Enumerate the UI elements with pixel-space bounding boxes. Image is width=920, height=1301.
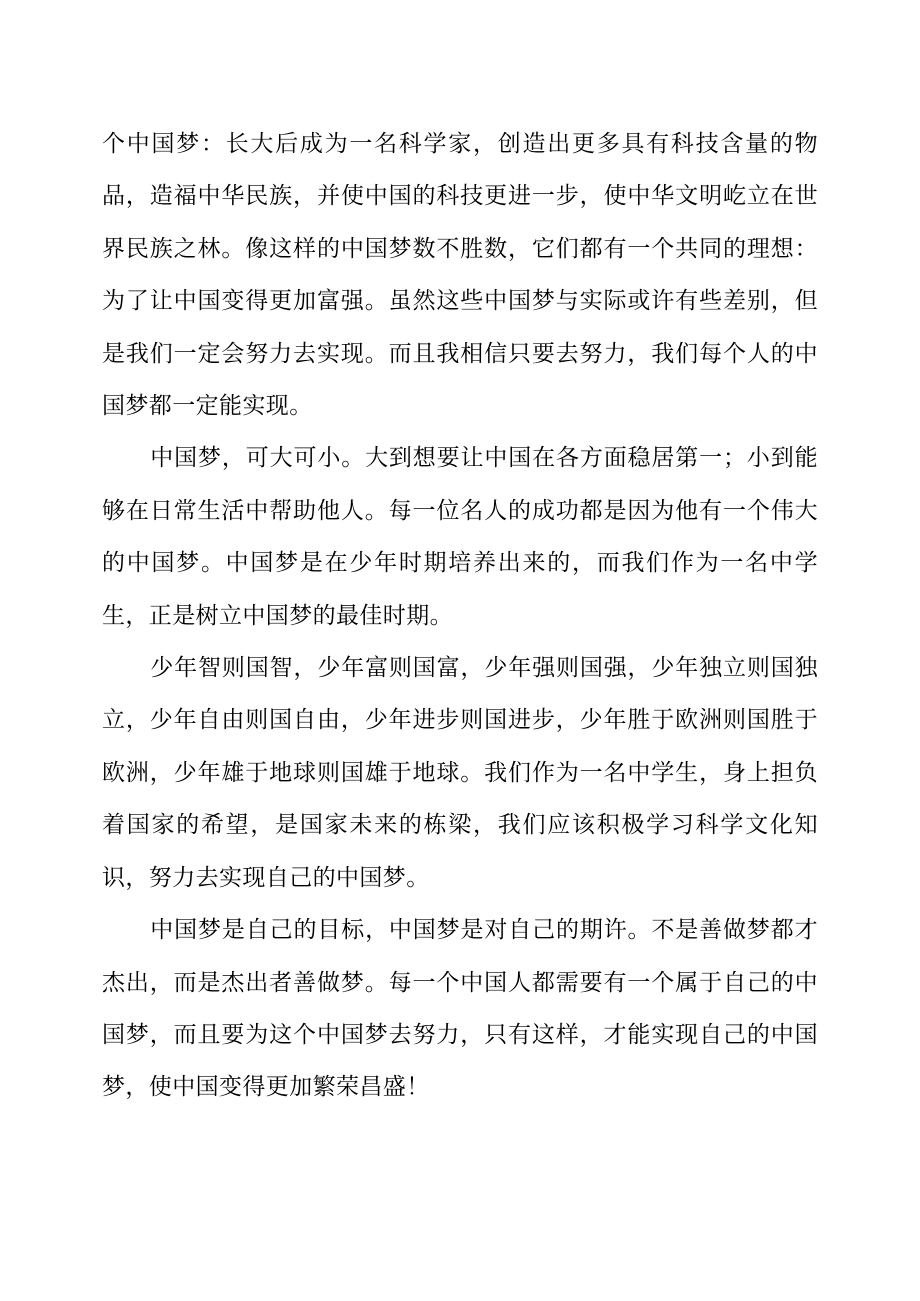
paragraph-conclusion: 中国梦是自己的目标，中国梦是对自己的期许。不是善做梦都才杰出，而是杰出者善做梦。每一个中国人都需要有一个属于自己的中国梦，而且要为这个中国梦去努力，只有这样，才能实现自己的中国梦，使中国变得更加繁荣昌盛！ <box>102 917 818 1101</box>
paragraph-youth-nation: 少年智则国智，少年富则国富，少年强则国强，少年独立则国独立，少年自由则国自由，少年进步则国进步，少年胜于欧洲则国胜于欧洲，少年雄于地球则国雄于地球。我们作为一名中学生，身上担负着国家的希望，是国家未来的栋梁，我们应该积极学习科学文化知识，努力去实现自己的中国梦。 <box>102 655 818 891</box>
paragraph-chinese-dream-size: 中国梦，可大可小。大到想要让中国在各方面稳居第一；小到能够在日常生活中帮助他人。每一位名人的成功都是因为他有一个伟大的中国梦。中国梦是在少年时期培养出来的，而我们作为一名中学生，正是树立中国梦的最佳时期。 <box>102 445 818 629</box>
document-body <box>102 118 818 1114</box>
paragraph-continuation: 个中国梦：长大后成为一名科学家，创造出更多具有科技含量的物品，造福中华民族，并使中国的科技更进一步，使中华文明屹立在世界民族之林。像这样的中国梦数不胜数，它们都有一个共同的理想：为了让中国变得更加富强。虽然这些中国梦与实际或许有些差别，但是我们一定会努力去实现。而且我相信只要去努力，我们每个人的中国梦都一定能实现。 <box>102 131 818 420</box>
